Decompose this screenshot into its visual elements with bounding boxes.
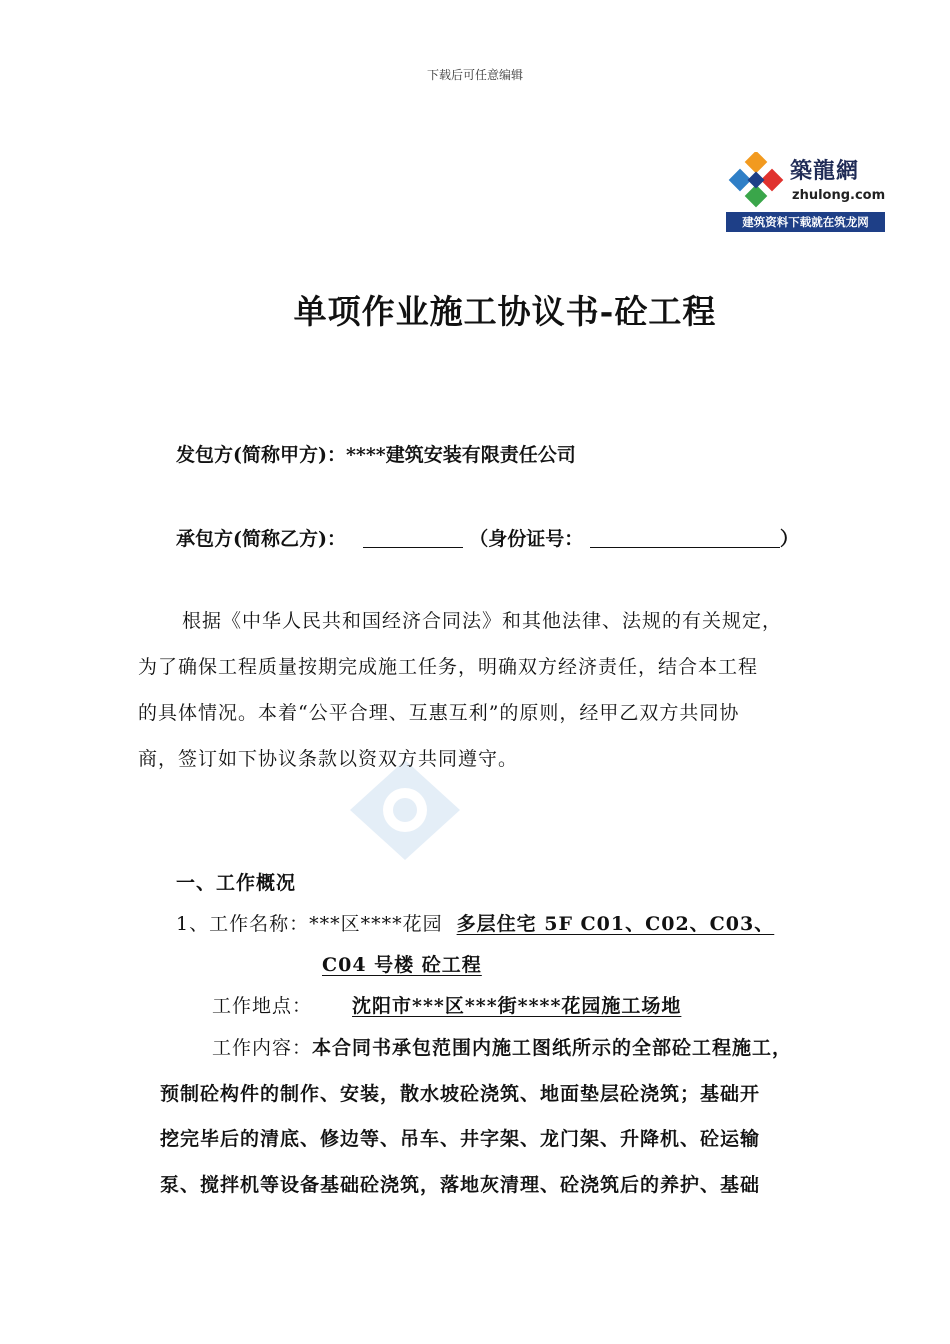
intro-line-2: 为了确保工程质量按期完成施工任务，明确双方经济责任，结合本工程 — [138, 656, 759, 678]
content-line-1 — [212, 1033, 792, 1060]
section-1-heading: 一、工作概况 — [176, 872, 297, 894]
work-name-value-1: 多层住宅 5F C01、C02、C03、 — [456, 913, 775, 935]
content-line-2: 预制砼构件的制作、安装，散水坡砼浇筑、地面垫层砼浇筑；基础开 — [160, 1083, 761, 1105]
watermark-emblem-icon — [350, 760, 460, 860]
work-name-label: 1、工作名称： — [176, 913, 310, 935]
intro-line-1: 根据《中华人民共和国经济合同法》和其他法律、法规的有关规定， — [182, 610, 783, 632]
content-line-4: 泵、搅拌机等设备基础砼浇筑，落地灰清理、砼浇筑后的养护、基础 — [160, 1174, 761, 1196]
work-name-line-2 — [322, 950, 652, 977]
content-label: 工作内容： — [212, 1037, 313, 1059]
party-b-id-blank[interactable] — [590, 529, 780, 548]
content-line-3: 挖完毕后的清底、修边等、吊车、井字架、龙门架、升降机、砼运输 — [160, 1128, 761, 1150]
party-a-value: ****建筑安装有限责任公司 — [345, 444, 576, 466]
work-name-value-2: C04 号楼 砼工程 — [322, 954, 482, 976]
logo-emblem-icon — [728, 152, 788, 212]
party-b-id-label: （身份证号： — [469, 528, 584, 550]
intro-line-4: 商，签订如下协议条款以资双方共同遵守。 — [138, 748, 519, 770]
location-line — [212, 991, 757, 1018]
location-label: 工作地点： — [212, 995, 313, 1017]
logo-slogan: 建筑资料下载就在筑龙网 — [726, 212, 885, 232]
logo-top — [726, 150, 885, 212]
party-b-line — [176, 524, 799, 551]
document-title: 单项作业施工协议书-砼工程 — [293, 292, 717, 331]
logo-name-cn: 築龍網 — [790, 158, 860, 184]
header-note: 下载后可任意编辑 — [426, 68, 523, 82]
party-b-label: 承包方(简称乙方)： — [176, 528, 346, 550]
party-a-label: 发包方(简称甲方)： — [176, 444, 346, 466]
zhulong-logo — [726, 150, 885, 232]
party-b-close: ） — [779, 528, 799, 550]
party-b-name-blank[interactable] — [363, 529, 463, 548]
work-name-prefix: ***区****花园 — [309, 913, 443, 935]
content-text-1: 本合同书承包范围内施工图纸所示的全部砼工程施工， — [312, 1037, 793, 1059]
logo-domain: zhulong.com — [792, 188, 886, 203]
intro-line-3: 的具体情况。本着“公平合理、互惠互利”的原则，经甲乙双方共同协 — [138, 702, 740, 724]
work-name-line — [176, 909, 774, 936]
party-a-line — [176, 440, 576, 467]
location-value: 沈阳市***区***街****花园施工场地 — [352, 995, 682, 1017]
